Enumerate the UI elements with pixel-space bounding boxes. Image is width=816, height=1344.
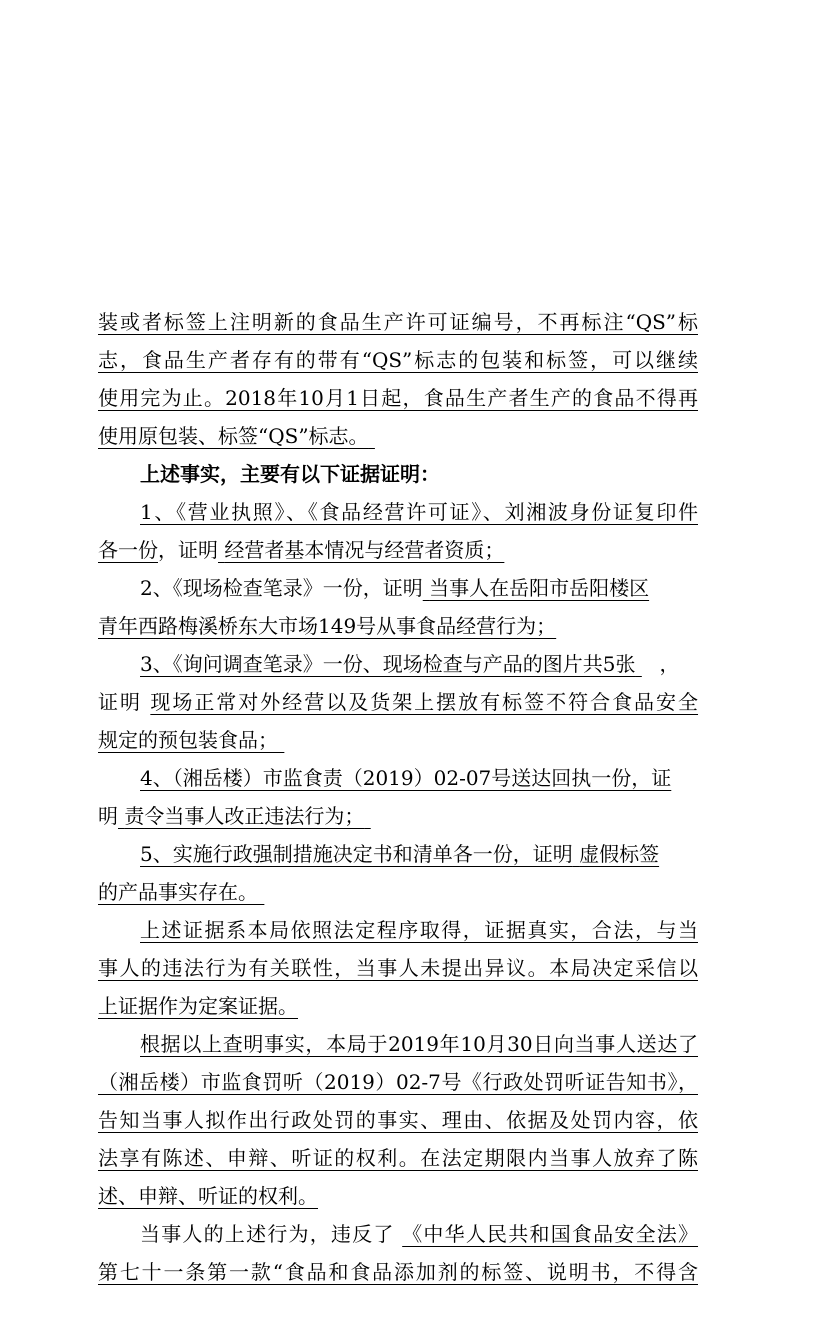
text-line bbox=[98, 911, 698, 949]
underlined-text: 青年西路梅溪桥东大市场149号从事食品经营行为； bbox=[98, 614, 557, 638]
underline-blank bbox=[364, 797, 374, 835]
underlined-text: 法享有陈述、申辩、听证的权利。在法定期限内当事人放弃了陈 bbox=[98, 1146, 698, 1170]
text-line bbox=[98, 303, 698, 341]
plain-text: ， bbox=[659, 652, 680, 676]
underlined-text: 1、《营业执照》、《食品经营许可证》、刘湘波身份证复印件 bbox=[140, 500, 698, 524]
text-line bbox=[98, 1101, 698, 1139]
underlined-text: 上证据作为定案证据。 bbox=[98, 994, 298, 1018]
evidence-item-4 bbox=[98, 759, 698, 797]
plain-text: ，证明 bbox=[158, 538, 218, 562]
text-line bbox=[98, 531, 698, 569]
underlined-text: 《中华人民共和国食品安全法》 bbox=[402, 1222, 699, 1246]
underlined-text: 各一份 bbox=[98, 538, 158, 562]
underlined-text: 告知当事人拟作出行政处罚的事实、理由、依据及处罚内容，依 bbox=[98, 1108, 698, 1132]
evidence-heading bbox=[98, 455, 698, 493]
text-line bbox=[98, 1253, 698, 1291]
heading-text: 上述事实，主要有以下证据证明： bbox=[140, 462, 440, 486]
underline-blank bbox=[369, 417, 379, 455]
underlined-text: 上述证据系本局依照法定程序取得，证据真实，合法，与当 bbox=[140, 918, 698, 942]
plain-text: 证明 bbox=[98, 690, 142, 714]
plain-text: 2、《现场检查笔录》一份，证明 bbox=[140, 576, 423, 600]
underlined-text: 事人的违法行为有关联性，当事人未提出异议。本局决定采信以 bbox=[98, 956, 698, 980]
underlined-text: 使用原包装、标签“QS”标志。 bbox=[98, 424, 369, 448]
underlined-text: 的产品事实存在。 bbox=[98, 880, 258, 904]
underline-blank bbox=[635, 645, 659, 683]
text-line bbox=[98, 949, 698, 987]
evidence-item-5 bbox=[98, 835, 698, 873]
text-line bbox=[98, 797, 698, 835]
underlined-text: 第七十一条第一款“食品和食品添加剂的标签、说明书，不得含 bbox=[98, 1260, 698, 1284]
underlined-text: 述、申辩、听证的权利。 bbox=[98, 1184, 318, 1208]
text-line bbox=[98, 683, 698, 721]
underline-blank bbox=[258, 873, 294, 911]
underlined-text: 规定的预包装食品； bbox=[98, 728, 278, 752]
text-line bbox=[98, 607, 698, 645]
evidence-item-3 bbox=[98, 645, 698, 683]
underlined-text: 3、《询问调查笔录》一份、现场检查与产品的图片共5张 bbox=[140, 652, 636, 676]
underlined-text: 根据以上查明事实，本局于2019年10月30日向当事人送达了 bbox=[140, 1032, 698, 1056]
underlined-text: 经营者基本情况与经营者资质； bbox=[224, 538, 505, 562]
underlined-text: 现场正常对外经营以及货架上摆放有标签不符合食品安全 bbox=[150, 690, 699, 714]
underlined-text: 装或者标签上注明新的食品生产许可证编号，不再标注“QS”标 bbox=[98, 310, 698, 334]
plain-text: 明 bbox=[98, 804, 118, 828]
text-line bbox=[98, 1139, 698, 1177]
text-line bbox=[98, 987, 698, 1025]
text-line bbox=[98, 1177, 698, 1215]
underlined-text: 志，食品生产者存有的带有“QS”标志的包装和标签，可以继续 bbox=[98, 348, 698, 372]
underline-blank bbox=[278, 721, 288, 759]
text-line bbox=[98, 1063, 698, 1101]
evidence-item-1 bbox=[98, 493, 698, 531]
underlined-text: 虚假标签 bbox=[579, 842, 660, 866]
text-line bbox=[98, 341, 698, 379]
text-line bbox=[98, 1025, 698, 1063]
text-line bbox=[98, 379, 698, 417]
underlined-text: （湘岳楼）市监食罚听（2019）02-7号《行政处罚听证告知书》， bbox=[98, 1070, 698, 1094]
underlined-text: 责令当事人改正违法行为； bbox=[124, 804, 365, 828]
text-line bbox=[98, 1215, 698, 1253]
underlined-text: 使用完为止。2018年10月1日起，食品生产者生产的食品不得再 bbox=[98, 386, 698, 410]
underlined-text: 5、实施行政强制措施决定书和清单各一份，证明 bbox=[140, 842, 573, 866]
evidence-item-2 bbox=[98, 569, 698, 607]
plain-text: 当事人的上述行为，违反了 bbox=[140, 1222, 395, 1246]
underlined-text: 4、（湘岳楼）市监食责（2019）02-07号送达回执一份，证 bbox=[140, 766, 672, 790]
text-line bbox=[98, 873, 698, 911]
text-line bbox=[98, 721, 698, 759]
document-body bbox=[98, 303, 698, 1291]
underlined-text: 当事人在岳阳市岳阳楼区 bbox=[429, 576, 650, 600]
text-line bbox=[98, 417, 698, 455]
